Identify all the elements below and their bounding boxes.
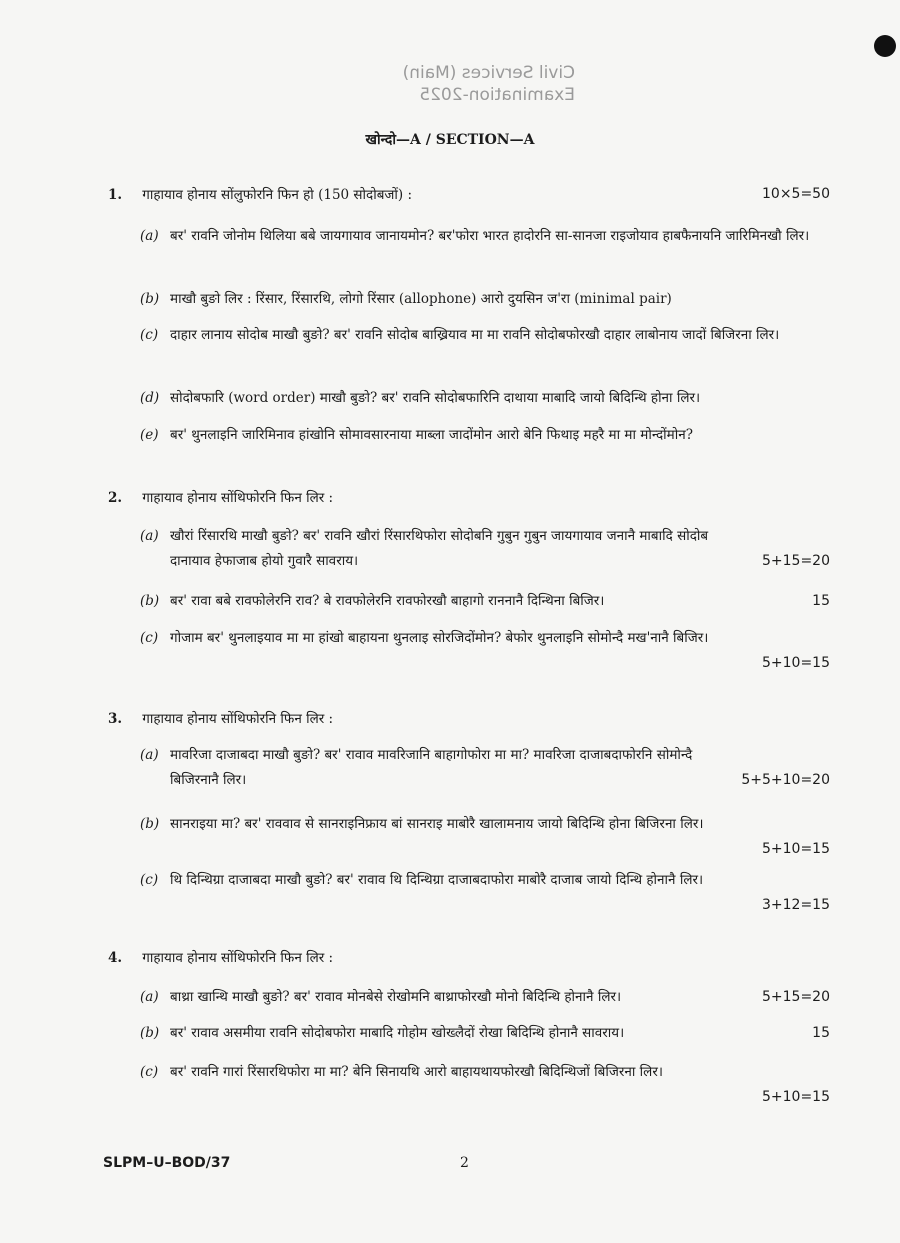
part-text: सानराइया मा? बर' राववाव से सानराइनिफ्राय बां सानराइ माबोरै खालामनाय जायो बिदिन्थि होना बिजिरना लिर। [170,816,704,832]
question-3c [140,868,830,918]
question-1d [140,386,830,411]
question-4-prompt [108,948,333,966]
part-label: (a) [140,747,159,763]
question-2-prompt [108,488,333,506]
part-label: (c) [140,1064,159,1080]
part-label: (b) [140,1025,160,1041]
question-1-prompt [108,185,412,203]
question-number: 1. [108,187,123,203]
question-1a [140,224,830,249]
part-label: (c) [140,327,159,343]
part-text: बर' रावनि जोनोम थिलिया बबे जायगायाव जानायमोन? बर'फोरा भारत हादोरनि सा-सानजा राइजोयाव हाबफैनायनि जारिमिनखौ लिर। [170,228,810,244]
question-3b [140,812,830,862]
part-marks: 5+10=15 [762,655,830,671]
part-text: माखौ बुङो लिर : रिंसार, रिंसारथि, लोगो रिंसार (allophone) आरो दुयसिन ज'रा (minimal pair) [170,291,672,307]
part-marks: 5+10=15 [762,1089,830,1105]
stamp-line-2: Examination-2025 [419,85,575,105]
question-4a [140,985,830,1010]
page-number: 2 [460,1155,469,1171]
question-2a [140,524,830,574]
question-4c [140,1060,830,1110]
question-2b [140,589,830,614]
part-label: (a) [140,989,159,1005]
question-number: 3. [108,711,123,727]
part-label: (a) [140,228,159,244]
part-text: गोजाम बर' थुनलाइयाव मा मा हांखो बाहायना थुनलाइ सोरजिदोंमोन? बेफोर थुनलाइनि सोमोन्दै मख'नानै बिजिर। [170,630,709,646]
punch-hole-mark [874,35,896,57]
part-text: खौरां रिंसारथि माखौ बुङो? बर' रावनि खौरां रिंसारथिफोरा सोदोबनि गुबुन गुबुन जायगायाव जनानै माबादि सोदोब दानायाव हेफाजाब होयो गुवारै सावराय। [170,528,709,569]
part-marks: 3+12=15 [762,897,830,913]
part-label: (a) [140,528,159,544]
part-marks: 5+10=15 [762,841,830,857]
stamp-line-1: Civil Services (Main) [402,63,575,83]
question-1-marks: 10×5=50 [762,186,830,202]
part-label: (b) [140,593,160,609]
question-prompt: गाहायाव होनाय सोंलुफोरनि फिन हो (150 सोदोबजों) : [142,187,413,203]
question-prompt: गाहायाव होनाय सोंथिफोरनि फिन लिर : [142,490,334,506]
paper-code: SLPM–U–BOD/37 [103,1155,231,1171]
part-label: (c) [140,630,159,646]
question-3a [140,743,830,793]
part-text: मावरिजा दाजाबदा माखौ बुङो? बर' रावाव मावरिजानि बाहागोफोरा मा मा? मावरिजा दाजाबदाफोरनि सोमोन्दै बिजिरनानै लिर। [170,747,693,788]
question-number: 2. [108,490,123,506]
part-label: (b) [140,816,160,832]
part-marks: 5+15=20 [762,553,830,569]
part-marks: 5+15=20 [762,989,830,1005]
part-label: (d) [140,390,160,406]
part-text: बाथ्रा खान्थि माखौ बुङो? बर' रावाव मोनबेसे रोखोमनि बाथ्राफोरखौ मोनो बिदिन्थि होनानै लिर। [170,989,622,1005]
part-text: दाहार लानाय सोदोब माखौ बुङो? बर' रावनि सोदोब बाख्रियाव मा मा रावनि सोदोबफोरखौ दाहार लाबोनाय जादों बिजिरना लिर। [170,327,780,343]
question-prompt: गाहायाव होनाय सोंथिफोरनि फिन लिर : [142,711,334,727]
part-marks: 5+5+10=20 [741,772,830,788]
question-1e [140,423,830,448]
part-text: बर' रावनि गारां रिंसारथिफोरा मा मा? बेनि सिनायथि आरो बाहायथायफोरखौ बिदिन्थिजों बिजिरना लिर। [170,1064,663,1080]
part-text: थि दिन्थिग्रा दाजाबदा माखौ बुङो? बर' रावाव थि दिन्थिग्रा दाजाबदाफोरा माबोरै दाजाब जायो दिन्थि होनानै लिर। [170,872,704,888]
question-4b [140,1021,830,1046]
part-marks: 15 [812,1025,830,1041]
part-label: (c) [140,872,159,888]
part-text: सोदोबफारि (word order) माखौ बुङो? बर' रावनि सोदोबफारिनि दाथाया माबादि जायो बिदिन्थि होना लिर। [170,390,701,406]
part-marks: 15 [812,593,830,609]
question-2c [140,626,830,676]
part-label: (e) [140,427,159,443]
question-1c [140,323,830,348]
question-3-prompt [108,709,333,727]
part-label: (b) [140,291,160,307]
question-1b [140,287,830,312]
part-text: बर' थुनलाइनि जारिमिनाव हांखोनि सोमावसारनाया माब्ला जादोंमोन आरो बेनि फिथाइ महरै मा मा मोन्दोंमोन? [170,427,693,443]
section-heading: खोन्दो—A / SECTION—A [365,132,535,148]
part-text: बर' रावाव असमीया रावनि सोदोबफोरा माबादि गोहोम खोख्लैदों रोखा बिदिन्थि होनानै सावराय। [170,1025,625,1041]
exam-stamp [395,62,575,112]
part-text: बर' रावा बबे रावफोलेरनि राव? बे रावफोलेरनि रावफोरखौ बाहागो राननानै दिन्थिना बिजिर। [170,593,605,609]
question-number: 4. [108,950,123,966]
question-prompt: गाहायाव होनाय सोंथिफोरनि फिन लिर : [142,950,334,966]
